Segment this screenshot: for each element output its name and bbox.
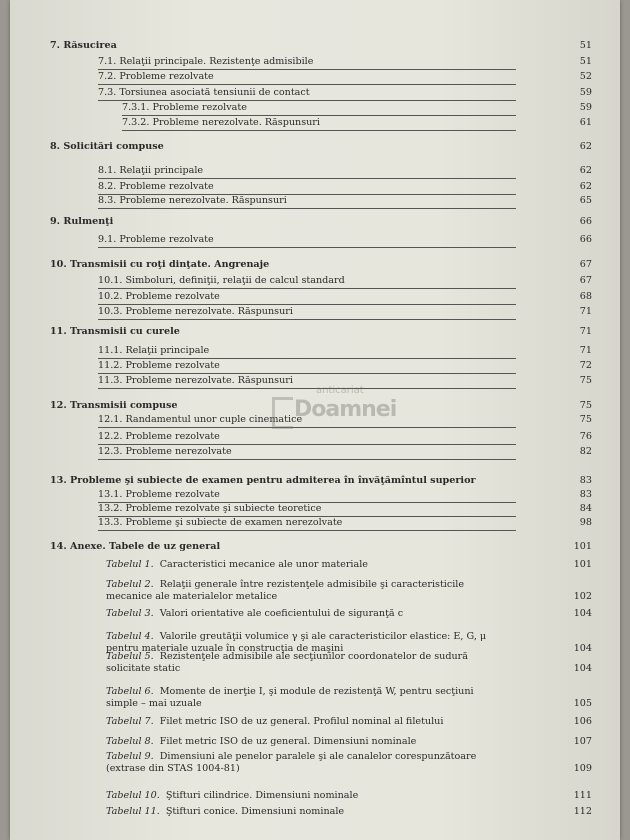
toc-label: 11.3. Probleme nerezolvate. Răspunsuri — [98, 375, 293, 386]
toc-page-number: 107 — [573, 736, 592, 747]
toc-page-number: 62 — [579, 141, 592, 152]
toc-page-number: 59 — [579, 102, 592, 113]
toc-label: 12. Transmisii compuse — [50, 400, 178, 411]
toc-section — [98, 489, 592, 501]
table-tag: Tabelul 11. — [106, 806, 160, 817]
leader-line — [98, 304, 516, 305]
toc-label: 13.2. Probleme rezolvate şi subiecte teoretice — [98, 503, 322, 514]
toc-page-number: 62 — [579, 181, 592, 192]
table-tag: Tabelul 10. — [106, 790, 160, 801]
toc-page-number: 75 — [579, 414, 592, 425]
watermark-line1: anticariat — [316, 385, 364, 396]
toc-label: 14. Anexe. Tabele de uz general — [50, 541, 221, 552]
toc-page-number: 71 — [579, 345, 592, 356]
table-title: Ştifturi cilindrice. Dimensiuni nominale — [165, 790, 359, 801]
toc-page-number: 67 — [579, 275, 592, 286]
table-tag: Tabelul 5. — [106, 651, 154, 662]
toc-section — [98, 87, 592, 99]
toc-label: 7.3.1. Probleme rezolvate — [122, 102, 247, 113]
toc-label: 10.1. Simboluri, definiţii, relaţii de calcul standard — [98, 275, 345, 286]
toc-page-number: 83 — [579, 489, 592, 500]
toc-page-number: 68 — [579, 291, 592, 302]
toc-table-entry — [106, 716, 592, 728]
leader-line — [98, 358, 516, 359]
toc-label: 7.1. Relaţii principale. Rezistenţe admisibile — [98, 56, 314, 67]
toc-section — [98, 517, 592, 529]
toc-label: 9. Rulmenţi — [50, 216, 114, 227]
toc-chapter — [50, 475, 592, 487]
toc-table-entry — [106, 736, 592, 748]
toc-label: 10. Transmisii cu roţi dinţate. Angrenaje — [50, 259, 270, 270]
leader-line — [98, 208, 516, 209]
toc-label: 11.1. Relaţii principale — [98, 345, 210, 356]
toc-label: 10.3. Probleme nerezolvate. Răspunsuri — [98, 306, 293, 317]
toc-section — [98, 345, 592, 357]
toc-label: 8. Solicitări compuse — [50, 141, 164, 152]
toc-label: 8.1. Relaţii principale — [98, 165, 204, 176]
toc-table-entry — [106, 608, 592, 620]
toc-label: 7.2. Probleme rezolvate — [98, 71, 214, 82]
toc-label: 13.3. Probleme şi subiecte de examen nerezolvate — [98, 517, 343, 528]
leader-line — [98, 247, 516, 248]
toc-page-number: 52 — [579, 71, 592, 82]
toc-page-number: 101 — [573, 541, 592, 552]
toc-page-number: 75 — [579, 400, 592, 411]
table-tag: Tabelul 2. — [106, 579, 154, 590]
table-title: Rezistenţele admisibile ale secţiunilor coordonatelor de sudură solicitate static — [106, 651, 468, 674]
toc-page-number: 71 — [579, 326, 592, 337]
table-title: Relaţii generale între rezistenţele admisibile şi caracteristicile mecanice ale materialelor metalice — [106, 579, 465, 602]
leader-line — [98, 84, 516, 85]
toc-page-number: 72 — [579, 360, 592, 371]
toc-label: 8.3. Probleme nerezolvate. Răspunsuri — [98, 195, 287, 206]
toc-page-number: 105 — [573, 698, 592, 709]
leader-line — [98, 459, 516, 460]
table-title: Caracteristici mecanice ale unor materiale — [159, 559, 368, 570]
table-title: Momente de inerţie I, şi module de rezistenţă W, pentru secţiuni simple – mai uzuale — [106, 686, 474, 709]
watermark-frame — [272, 397, 293, 429]
toc-page-number: 51 — [579, 40, 592, 51]
table-title: Filet metric ISO de uz general. Dimensiuni nominale — [159, 736, 417, 747]
toc-section — [98, 56, 592, 68]
leader-line — [98, 373, 516, 374]
table-tag: Tabelul 7. — [106, 716, 154, 727]
toc-page-number: 111 — [573, 790, 592, 801]
toc-page-number: 66 — [579, 216, 592, 227]
toc-page-number: 104 — [573, 643, 592, 654]
leader-line — [98, 444, 516, 445]
toc-section — [122, 117, 592, 129]
toc-page-number: 66 — [579, 234, 592, 245]
watermark-logo — [272, 385, 397, 427]
toc-label: 7.3. Torsiunea asociată tensiunii de contact — [98, 87, 310, 98]
toc-page-number: 67 — [579, 259, 592, 270]
toc-section — [98, 71, 592, 83]
toc-chapter — [50, 259, 592, 271]
table-tag: Tabelul 3. — [106, 608, 154, 619]
leader-line — [122, 115, 516, 116]
toc-section — [98, 360, 592, 372]
leader-line — [98, 319, 516, 320]
toc-page-number: 65 — [579, 195, 592, 206]
toc-section — [98, 431, 592, 443]
leader-line — [98, 427, 516, 428]
leader-line — [122, 130, 516, 131]
toc-section — [98, 234, 592, 246]
toc-page-number: 62 — [579, 165, 592, 176]
toc-page-number: 83 — [579, 475, 592, 486]
table-title: Ştifturi conice. Dimensiuni nominale — [165, 806, 345, 817]
toc-section — [98, 181, 592, 193]
toc-label: 11.2. Probleme rezolvate — [98, 360, 220, 371]
toc-page-number: 59 — [579, 87, 592, 98]
toc-label: 7. Răsucirea — [50, 40, 117, 51]
toc-table-entry — [106, 651, 592, 675]
toc-table-entry — [106, 559, 592, 571]
toc-section — [98, 165, 592, 177]
toc-label: 12.2. Probleme rezolvate — [98, 431, 220, 442]
toc-chapter — [50, 40, 592, 52]
toc-table-entry — [106, 790, 592, 802]
toc-label: 9.1. Probleme rezolvate — [98, 234, 214, 245]
toc-section — [98, 503, 592, 515]
toc-table-entry — [106, 579, 592, 603]
toc-chapter — [50, 141, 592, 153]
leader-line — [98, 178, 516, 179]
toc-page-number: 106 — [573, 716, 592, 727]
table-title: Valorile greutăţii volumice γ şi ale caracteristicilor elastice: E, G, μ pentru materiale uzuale în construcţia de maşini — [106, 631, 487, 654]
watermark-line2: Doamnei — [294, 397, 397, 422]
toc-label: 13. Probleme şi subiecte de examen pentru admiterea în învăţămîntul superior — [50, 475, 476, 486]
toc-chapter — [50, 326, 592, 338]
toc-table-entry — [106, 751, 592, 775]
toc-section — [98, 291, 592, 303]
toc-label: 7.3.2. Probleme nerezolvate. Răspunsuri — [122, 117, 320, 128]
toc-page-number: 109 — [573, 763, 592, 774]
leader-line — [98, 100, 516, 101]
toc-page-number: 71 — [579, 306, 592, 317]
toc-page-number: 102 — [573, 591, 592, 602]
table-tag: Tabelul 9. — [106, 751, 154, 762]
toc-section — [122, 102, 592, 114]
table-title: Filet metric ISO de uz general. Profilul nominal al filetului — [159, 716, 444, 727]
toc-label: 12.1. Randamentul unor cuple cinematice — [98, 414, 303, 425]
leader-line — [98, 288, 516, 289]
toc-page-number: 101 — [573, 559, 592, 570]
toc-label: 8.2. Probleme rezolvate — [98, 181, 214, 192]
book-page — [10, 0, 620, 840]
toc-page-number: 112 — [573, 806, 592, 817]
toc-section — [98, 195, 592, 207]
toc-page-number: 104 — [573, 608, 592, 619]
toc-label: 13.1. Probleme rezolvate — [98, 489, 220, 500]
toc-chapter — [50, 216, 592, 228]
table-tag: Tabelul 8. — [106, 736, 154, 747]
toc-page-number: 76 — [579, 431, 592, 442]
toc-section — [98, 275, 592, 287]
leader-line — [98, 69, 516, 70]
toc-label: 10.2. Probleme rezolvate — [98, 291, 220, 302]
toc-section — [98, 446, 592, 458]
leader-line — [98, 530, 516, 531]
toc-page-number: 98 — [579, 517, 592, 528]
toc-page-number: 104 — [573, 663, 592, 674]
toc-page-number: 51 — [579, 56, 592, 67]
toc-table-entry — [106, 686, 592, 710]
table-title: Valori orientative ale coeficientului de siguranţă c — [159, 608, 404, 619]
toc-page-number: 84 — [579, 503, 592, 514]
toc-section — [98, 306, 592, 318]
toc-page-number: 61 — [579, 117, 592, 128]
table-tag: Tabelul 6. — [106, 686, 154, 697]
toc-label: 11. Transmisii cu curele — [50, 326, 180, 337]
toc-chapter — [50, 541, 592, 553]
table-tag: Tabelul 4. — [106, 631, 154, 642]
toc-table-entry — [106, 806, 592, 818]
toc-label: 12.3. Probleme nerezolvate — [98, 446, 232, 457]
table-title: Dimensiuni ale penelor paralele şi ale canalelor corespunzătoare (extrase din STAS 1004-81) — [106, 751, 477, 774]
toc-page-number: 82 — [579, 446, 592, 457]
toc-page-number: 75 — [579, 375, 592, 386]
table-tag: Tabelul 1. — [106, 559, 154, 570]
